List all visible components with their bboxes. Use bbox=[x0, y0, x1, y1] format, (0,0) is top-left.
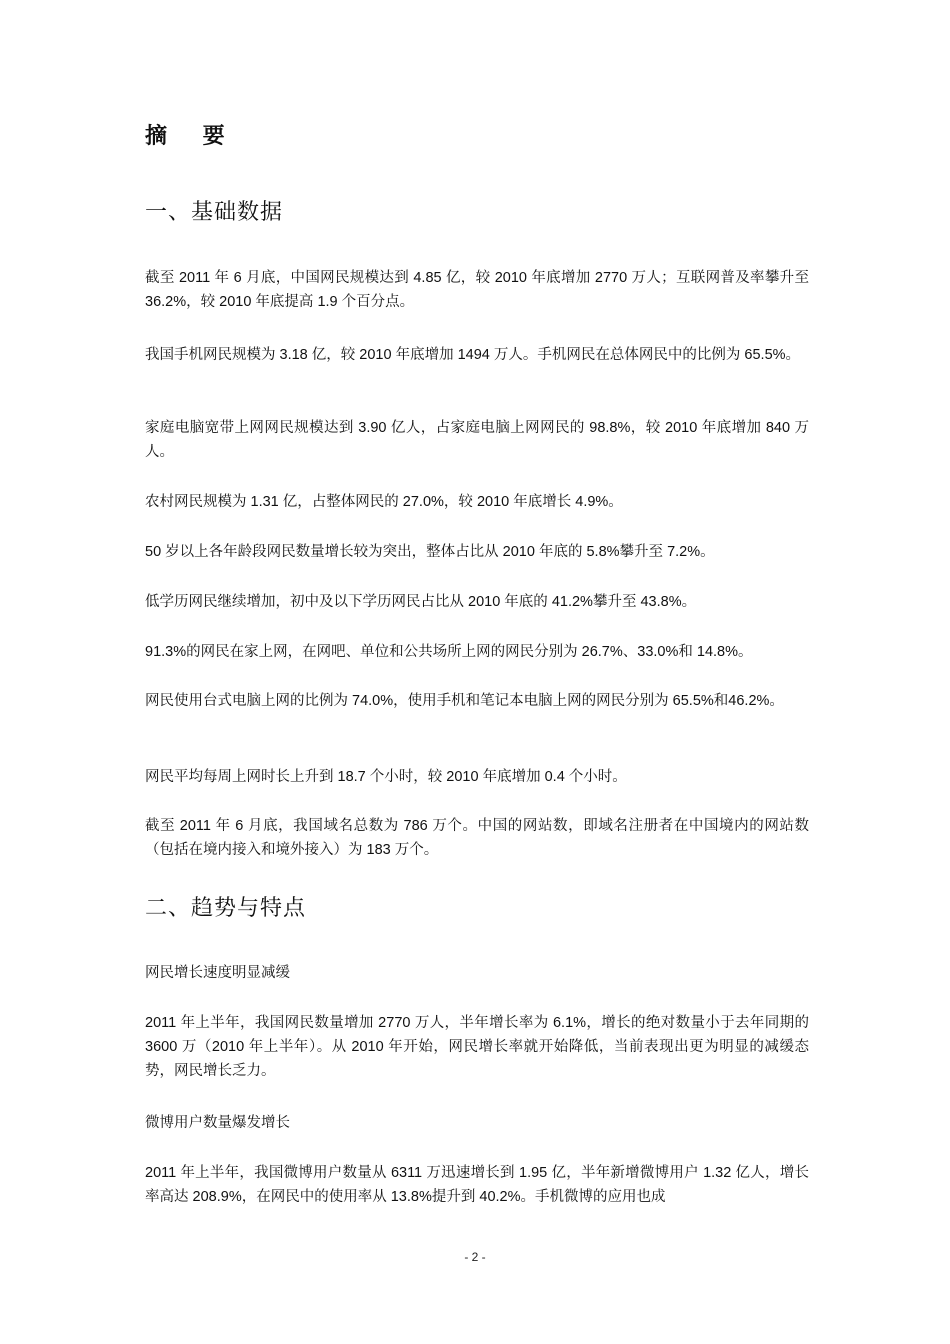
paragraph: 2011 年上半年，我国微博用户数量从 6311 万迅速增长到 1.95 亿，半年新增微博用户 1.32 亿人，增长率高达 208.9%，在网民中的使用率从 13.8%提升到 40.2%。手机微博的应用也成 bbox=[145, 1165, 809, 1205]
subsection-heading: 网民增长速度明显减缓 bbox=[145, 965, 290, 981]
paragraph: 91.3%的网民在家上网，在网吧、单位和公共场所上网的网民分别为 26.7%、33.0%和 14.8%。 bbox=[145, 644, 753, 660]
paragraph: 网民平均每周上网时长上升到 18.7 个小时，较 2010 年底增加 0.4 个小时。 bbox=[145, 769, 627, 785]
paragraph: 家庭电脑宽带上网网民规模达到 3.90 亿人，占家庭电脑上网网民的 98.8%，较 2010 年底增加 840 万人。 bbox=[145, 420, 809, 460]
subsection-heading: 微博用户数量爆发增长 bbox=[145, 1115, 290, 1131]
section-title-trends: 二、趋势与特点 bbox=[145, 896, 307, 921]
paragraph: 低学历网民继续增加，初中及以下学历网民占比从 2010 年底的 41.2%攀升至 43.8%。 bbox=[145, 594, 697, 610]
page-number: - 2 - bbox=[464, 1250, 486, 1264]
paragraph: 网民使用台式电脑上网的比例为 74.0%，使用手机和笔记本电脑上网的网民分别为 65.5%和46.2%。 bbox=[145, 693, 784, 709]
summary-heading: 摘 要 bbox=[145, 123, 239, 149]
paragraph: 截至 2011 年 6 月底，中国网民规模达到 4.85 亿，较 2010 年底增加 2770 万人；互联网普及率攀升至 36.2%，较 2010 年底提高 1.9 个百分点。 bbox=[145, 270, 809, 310]
paragraph: 农村网民规模为 1.31 亿，占整体网民的 27.0%，较 2010 年底增长 4.9%。 bbox=[145, 494, 623, 510]
paragraph: 截至 2011 年 6 月底，我国域名总数为 786 万个。中国的网站数，即域名注册者在中国境内的网站数（包括在境内接入和境外接入）为 183 万个。 bbox=[145, 818, 809, 858]
paragraph: 50 岁以上各年龄段网民数量增长较为突出，整体占比从 2010 年底的 5.8%攀升至 7.2%。 bbox=[145, 544, 715, 560]
section-title-basic-data: 一、基础数据 bbox=[145, 200, 284, 225]
paragraph: 我国手机网民规模为 3.18 亿，较 2010 年底增加 1494 万人。手机网民在总体网民中的比例为 65.5%。 bbox=[145, 347, 801, 363]
paragraph: 2011 年上半年，我国网民数量增加 2770 万人，半年增长率为 6.1%，增长的绝对数量小于去年同期的 3600 万（2010 年上半年）。从 2010 年开始，网民增长率就开始降低，当前表现出更为明显的减缓态势，网民增长乏力。 bbox=[145, 1015, 809, 1079]
